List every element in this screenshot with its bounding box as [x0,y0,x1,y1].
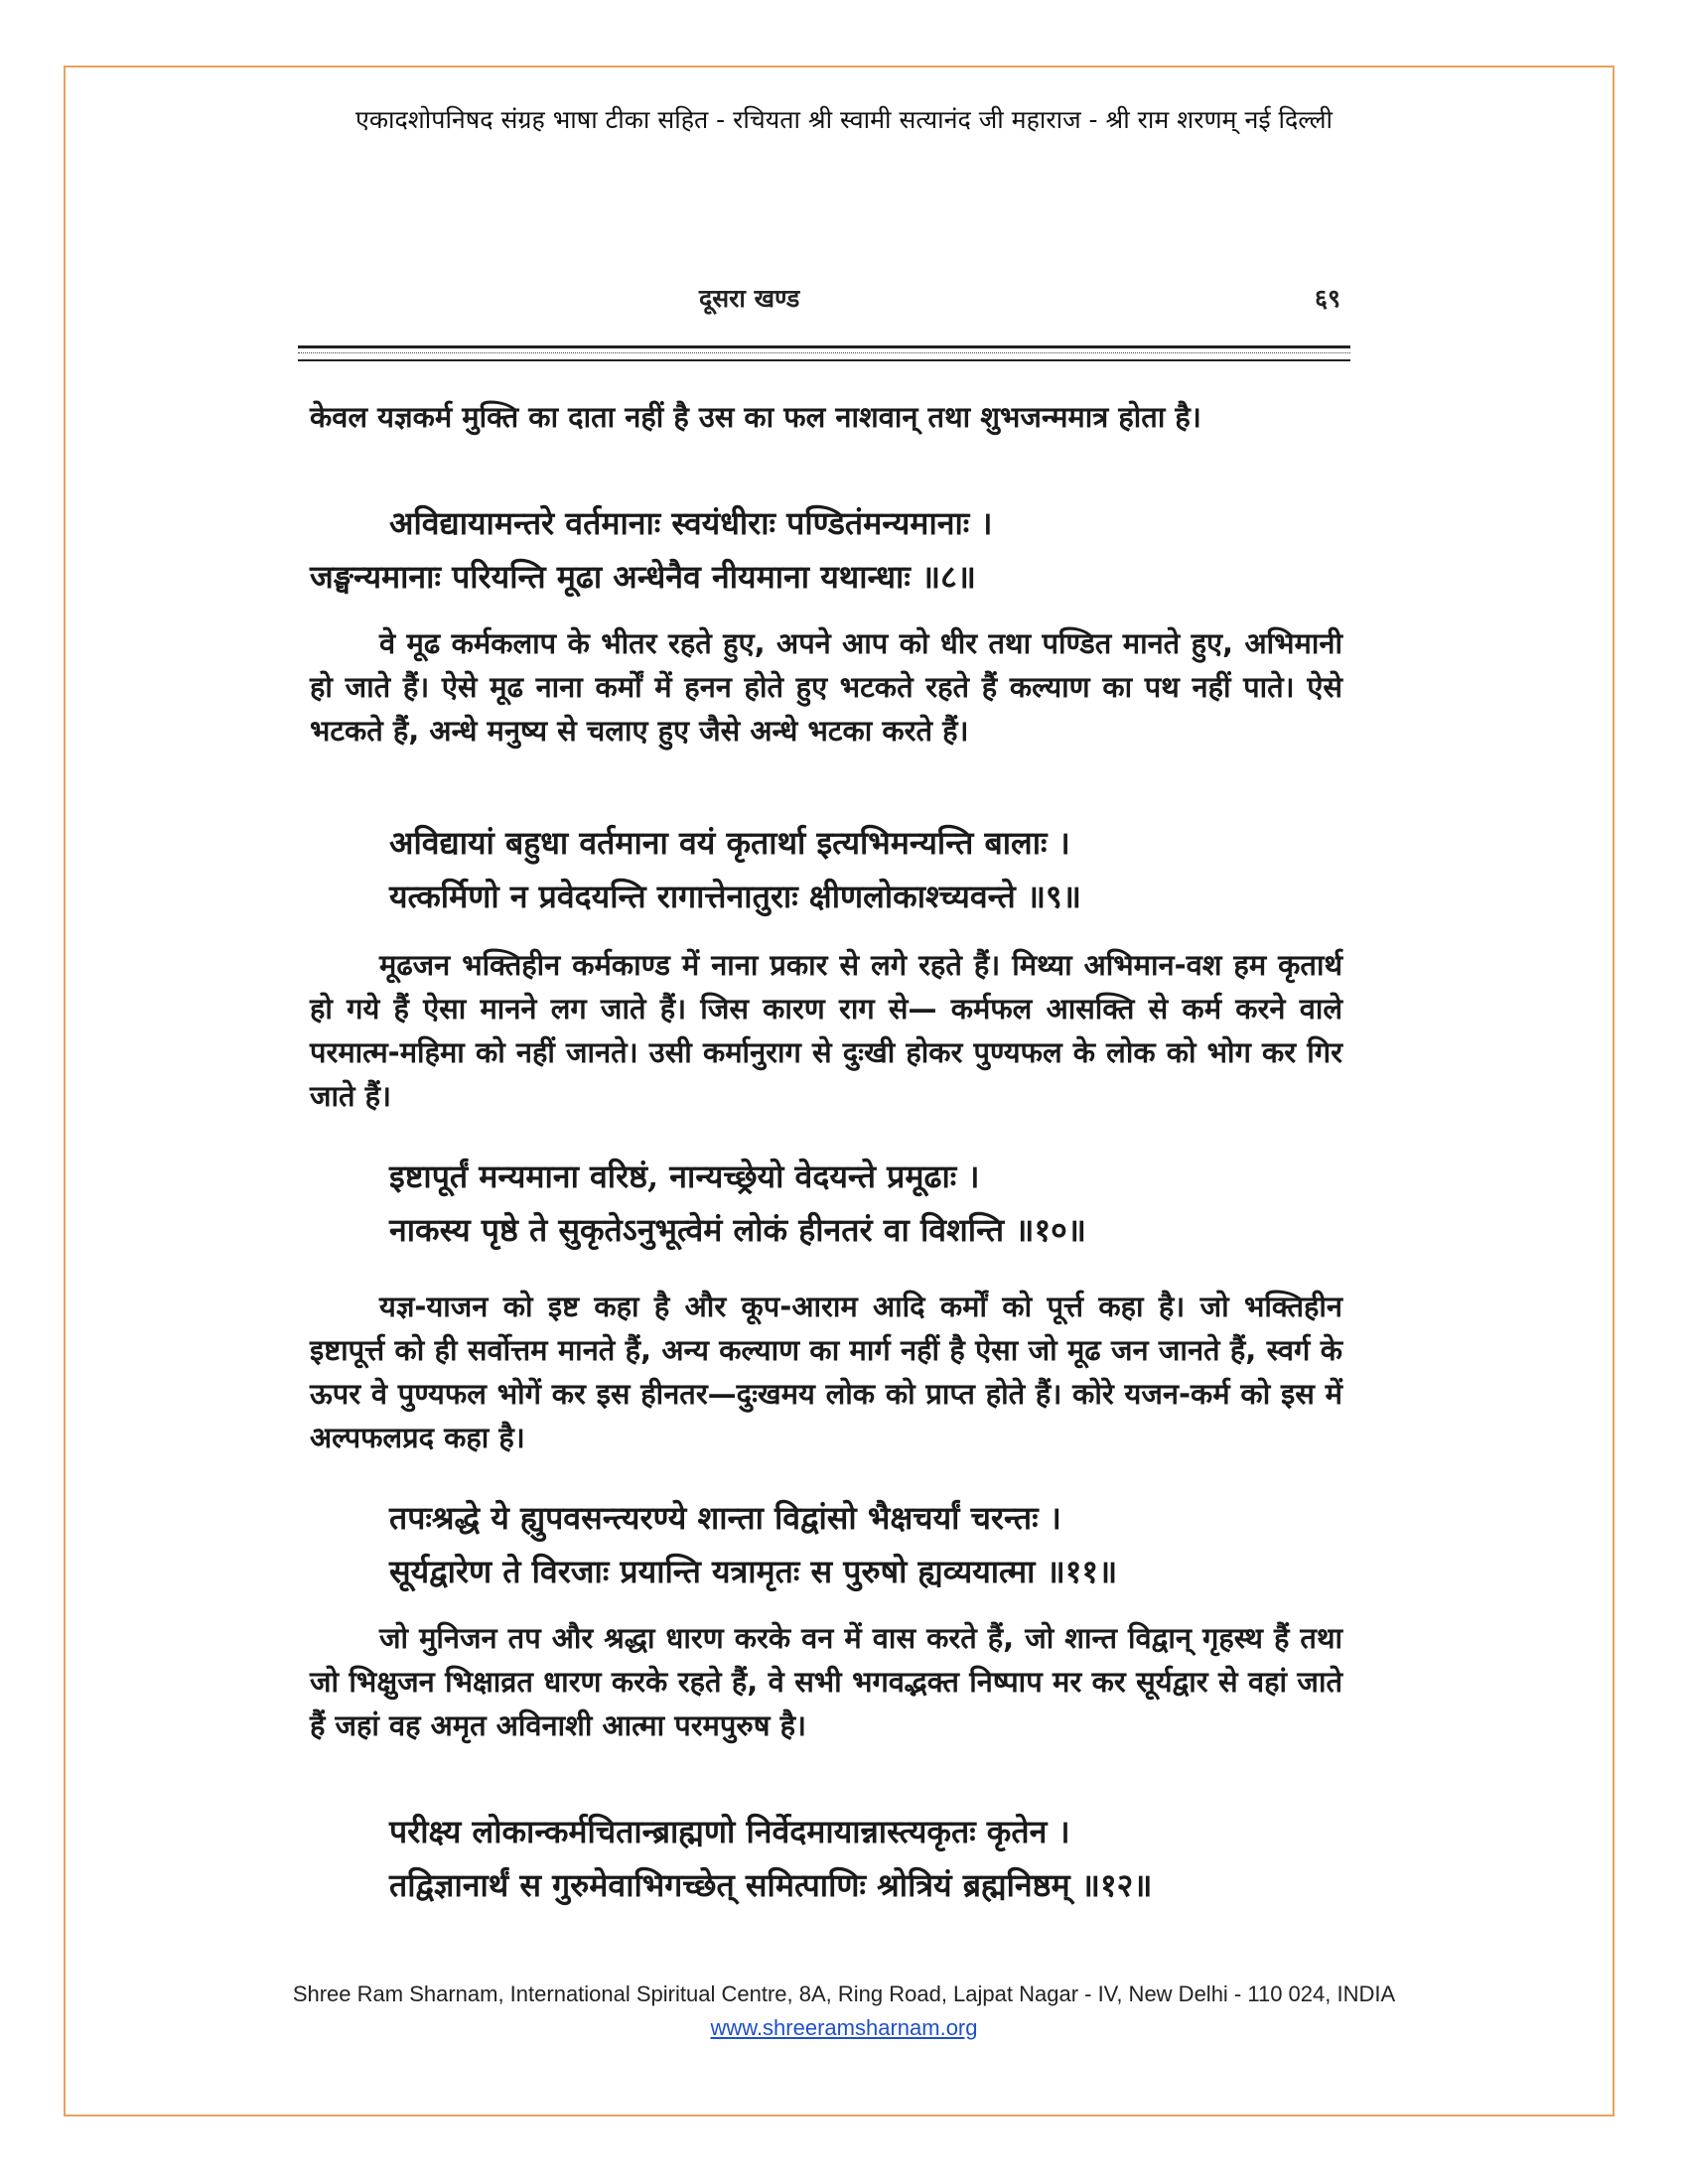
paragraph-commentary-10: यज्ञ-याजन को इष्ट कहा है और कूप-आराम आदि कर्मों को पूर्त्त कहा है। जो भक्तिहीन इष्टापूर्त्त को ही सर्वोत्तम मानते हैं, अन्य कल्याण का मार्ग नहीं है ऐसा जो मूढ जन जानते हैं, स्वर्ग के ऊपर वे पुण्यफल भोगें कर इस हीनतर—दुःखमय लोक को प्राप्त होते हैं। कोरे यजन-कर्म को इस में अल्पफलप्रद कहा है। [310,1290,1342,1454]
paragraph-commentary-11: जो मुनिजन तप और श्रद्धा धारण करके वन में वास करते हैं, जो शान्त विद्वान् गृहस्थ हैं तथा जो भिक्षुजन भिक्षाव्रत धारण करके रहते हैं, वे सभी भगवद्भक्त निष्पाप मर कर सूर्यद्वार से वहां जाते हैं जहां वह अमृत अविनाशी आत्मा परमपुरुष है। [310,1621,1342,1742]
verse-line: जङ्घन्यमानाः परियन्ति मूढा अन्धेनैव नीयमाना यथान्धाः ॥८॥ [310,558,976,596]
verse-line: तपःश्रद्धे ये ह्युपवसन्त्यरण्ये शान्ता विद्वांसो भैक्षचर्यां चरन्तः । [389,1499,1061,1537]
verse-8 [310,496,1342,604]
verse-line: सूर्यद्वारेण ते विरजाः प्रयान्ति यत्रामृतः स पुरुषो ह्यव्ययात्मा ॥११॥ [389,1553,1118,1590]
paragraph-commentary-8: वे मूढ कर्मकलाप के भीतर रहते हुए, अपने आप को धीर तथा पण्डित मानते हुए, अभिमानी हो जाते हैं। ऐसे मूढ नाना कर्मों में हनन होते हुए भटकते रहते हैं कल्याण का पथ नहीं पाते। ऐसे भटकते हैं, अन्धे मनुष्य से चलाए हुए जैसे अन्धे भटका करते हैं। [310,626,1342,748]
verse-11 [389,1491,1342,1598]
header-rule [298,345,1350,348]
section-title: दूसरा खण्ड [699,284,800,313]
verse-line: परीक्ष्य लोकान्कर्मचितान्ब्राह्मणो निर्वेदमायान्नास्त्यकृतः कृतेन । [389,1813,1070,1850]
verse-line: अविद्यायामन्तरे वर्तमानाः स्वयंधीराः पण्डितंमन्यमानाः । [389,504,993,542]
page-number: ६९ [1315,284,1341,313]
verse-9 [389,816,1342,923]
document-header: एकादशोपनिषद संग्रह भाषा टीका सहित - रचियता श्री स्वामी सत्यानंद जी महाराज - श्री राम शरणम् नई दिल्ली [355,105,1333,134]
verse-line: नाकस्य पृष्ठे ते सुकृतेऽनुभूत्वेमं लोकं हीनतरं वा विशन्ति ॥१०॥ [389,1211,1086,1249]
verse-line: तद्विज्ञानार्थं स गुरुमेवाभिगच्छेत् समित्पाणिः श्रोत्रियं ब्रह्मनिष्ठम् ॥१२॥ [389,1866,1153,1904]
verse-12 [389,1805,1342,1912]
verse-line: इष्टापूर्तं मन्यमाना वरिष्ठं, नान्यच्छ्रेयो वेदयन्ते प्रमूढाः । [389,1158,980,1195]
verse-line: अविद्यायां बहुधा वर्तमाना वयं कृतार्था इत्यभिमन्यन्ति बालाः । [389,824,1070,862]
website-link[interactable]: www.shreeramsharnam.org [710,2015,978,2040]
verse-line: यत्कर्मिणो न प्रवेदयन्ति रागात्तेनातुराः क्षीणलोकाश्च्यवन्ते ॥९॥ [389,878,1081,915]
footer-url-container [0,2015,1688,2041]
paragraph-commentary-9: मूढजन भक्तिहीन कर्मकाण्ड में नाना प्रकार से लगे रहते हैं। मिथ्या अभिमान-वश हम कृतार्थ हो गये हैं ऐसा मानने लग जाते हैं। जिस कारण राग से— कर्मफल आसक्ति से कर्म करने वाले परमात्म-महिमा को नहीं जानते। उसी कर्मानुराग से दुःखी होकर पुण्यफल के लोक को भोग कर गिर जाते हैं। [310,948,1342,1113]
header-rule [298,359,1350,361]
verse-10 [389,1150,1342,1257]
header-rule-dotted [298,352,1350,353]
footer-address: Shree Ram Sharnam, International Spiritual Centre, 8A, Ring Road, Lajpat Nagar - IV, New Delhi - 110 024, INDIA [292,1981,1396,2006]
paragraph-intro: केवल यज्ञकर्म मुक्ति का दाता नहीं है उस का फल नाशवान् तथा शुभजन्ममात्र होता है। [310,400,1201,434]
